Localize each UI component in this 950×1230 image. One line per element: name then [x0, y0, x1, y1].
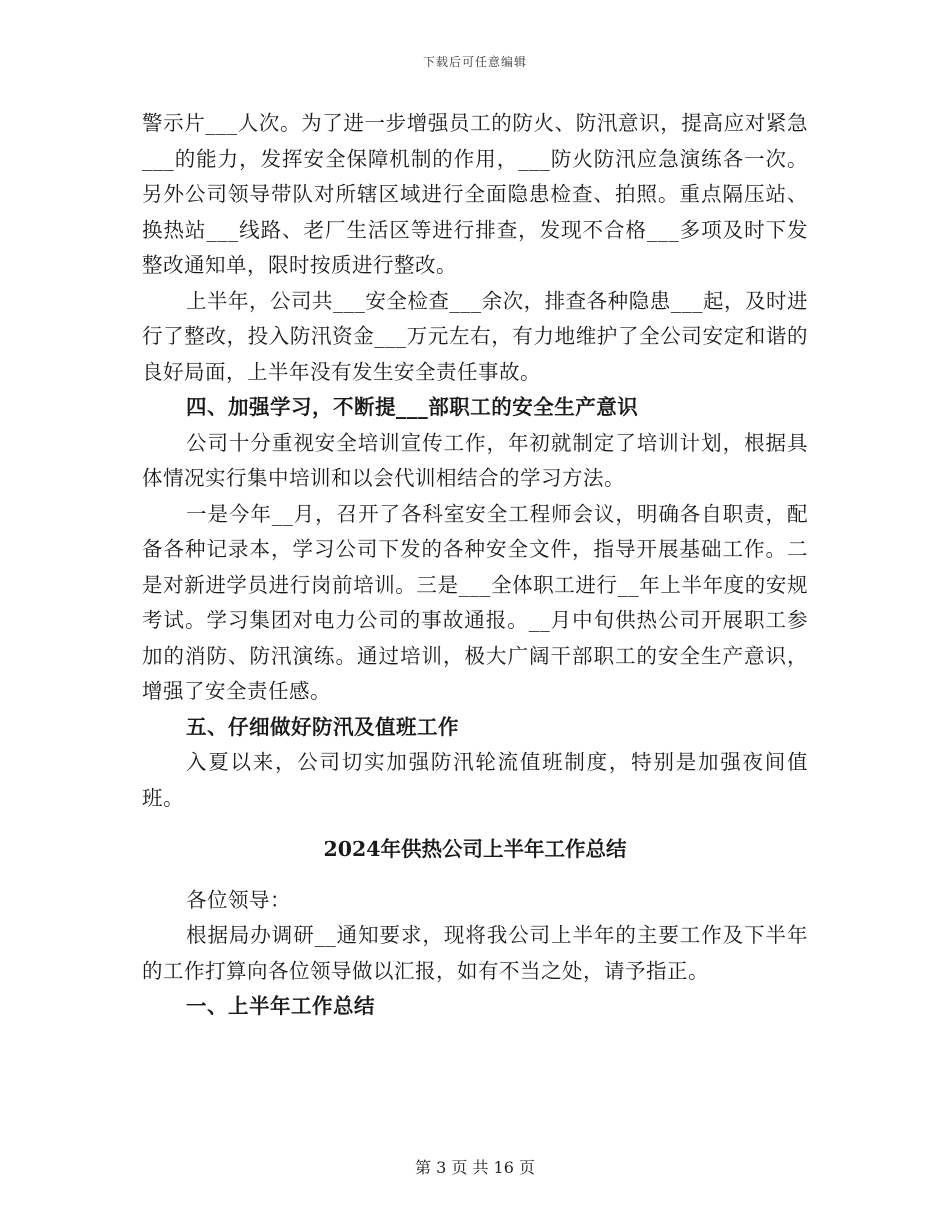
- paragraph: 警示片___人次。为了进一步增强员工的防火、防汛意识，提高应对紧急___的能力，发挥安全保障机制的作用，___防火防汛应急演练各一次。另外公司领导带队对所辖区域进行全面隐患检查、拍照。重点隔压站、换热站___线路、老厂生活区等进行排查，发现不合格___多项及时下发整改通知单，限时按质进行整改。: [142, 111, 808, 277]
- section-heading: 一、上半年工作总结: [186, 994, 375, 1018]
- paragraph: 一是今年__月，召开了各科室安全工程师会议，明确各自职责，配备各种记录本，学习公司下发的各种安全文件，指导开展基础工作。二是对新进学员进行岗前培训。三是___全体职工进行__年上半年度的安规考试。学习集团对电力公司的事故通报。__月中旬供热公司开展职工参加的消防、防汛演练。通过培训，极大广阔干部职工的安全生产意识，增强了安全责任感。: [142, 501, 808, 703]
- page-footer: 第 3 页 共 16 页: [415, 1158, 535, 1177]
- paragraph: 入夏以来，公司切实加强防汛轮流值班制度，特别是加强夜间值班。: [142, 750, 808, 810]
- paragraph: 上半年，公司共___安全检查___余次，排查各种隐患___起，及时进行了整改，投入防汛资金___万元左右，有力地维护了全公司安定和谐的良好局面，上半年没有发生安全责任事故。: [142, 288, 808, 384]
- document-body: [142, 106, 808, 1025]
- section-heading: 五、仔细做好防汛及值班工作: [186, 714, 459, 739]
- document-title: 2024年供热公司上半年工作总结: [323, 837, 627, 861]
- salutation: 各位领导：: [186, 887, 291, 912]
- paragraph: 公司十分重视安全培训宣传工作，年初就制定了培训计划，根据具体情况实行集中培训和以会代训相结合的学习方法。: [142, 430, 808, 490]
- page-header: 下载后可任意编辑: [422, 55, 527, 69]
- paragraph: 根据局办调研__通知要求，现将我公司上半年的主要工作及下半年的工作打算向各位领导做以汇报，如有不当之处，请予指正。: [142, 923, 808, 983]
- section-heading: 四、加强学习，不断提___部职工的安全生产意识: [186, 395, 639, 419]
